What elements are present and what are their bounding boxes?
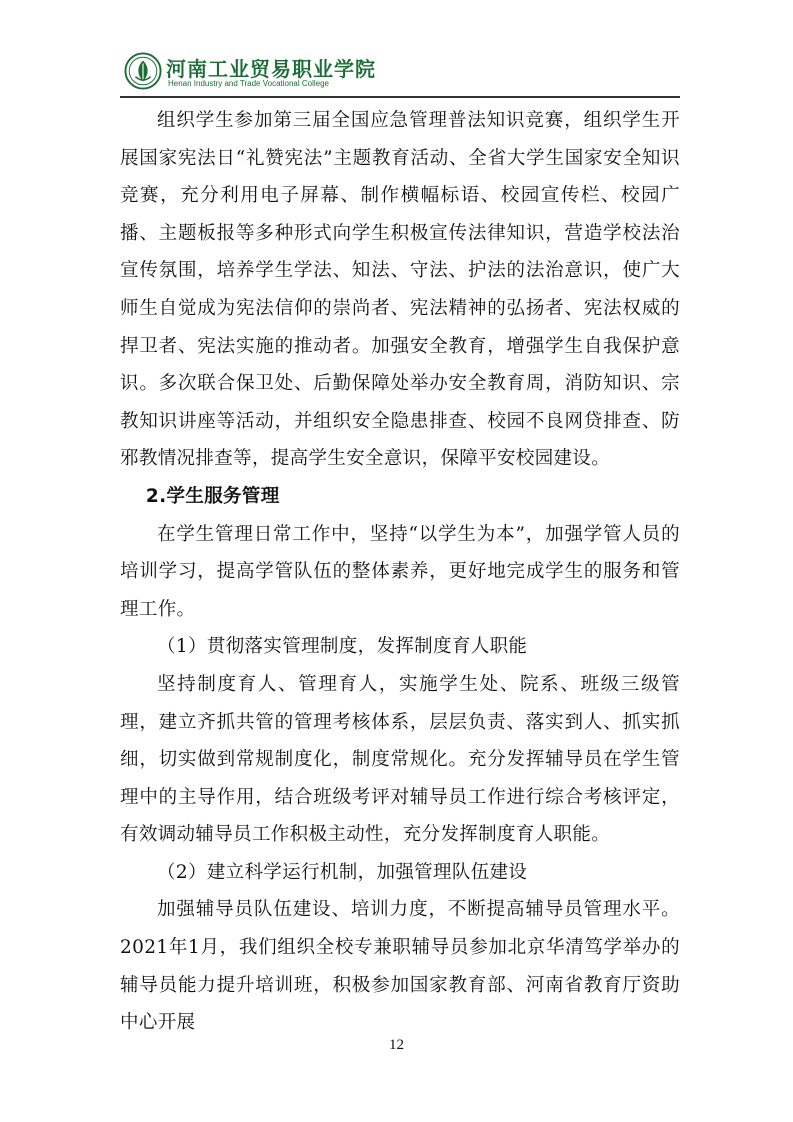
document-body	[120, 102, 680, 1042]
paragraph-management-system: 坚持制度育人、管理育人，实施学生处、院系、班级三级管理，建立齐抓共管的管理考核体系，层层负责、落实到人、抓实抓细，切实做到常规制度化，制度常规化。充分发挥辅导员在学生管理中的主导作用，结合班级考评对辅导员工作进行综合考核评定，有效调动辅导员工作积极主动性，充分发挥制度育人职能。	[120, 673, 680, 846]
header-divider	[120, 96, 680, 98]
paragraph-legal-safety-education: 组织学生参加第三届全国应急管理普法知识竞赛，组织学生开展国家宪法日“礼赞宪法”主题教育活动、全省大学生国家安全知识竞赛，充分利用电子屏幕、制作横幅标语、校园宣传栏、校园广播、主题板报等多种形式向学生积极宣传法律知识，营造学校法治宣传氛围，培养学生学法、知法、守法、护法的法治意识，使广大师生自觉成为宪法信仰的崇尚者、宪法精神的弘扬者、宪法权威的捍卫者、宪法实施的推动者。加强安全教育，增强学生自我保护意识。多次联合保卫处、后勤保障处举办安全教育周，消防知识、宗教知识讲座等活动，并组织安全隐患排查、校园不良网贷排查、防邪教情况排查等，提高学生安全意识，保障平安校园建设。	[120, 110, 680, 470]
subheading-management-system: （1）贯彻落实管理制度，发挥制度育人职能	[157, 636, 528, 658]
page-number: 12	[389, 1037, 404, 1053]
subheading-operating-mechanism: （2）建立科学运行机制，加强管理队伍建设	[157, 861, 528, 883]
page-header	[120, 48, 680, 96]
school-name-en: Henan Industry and Trade Vocational College	[168, 79, 329, 88]
school-name-cn: 河南工业贸易职业学院	[166, 57, 376, 81]
college-emblem-icon	[124, 52, 162, 90]
paragraph-student-service-intro: 在学生管理日常工作中，坚持“以学生为本”，加强学管人员的培训学习，提高学管队伍的整体素养，更好地完成学生的服务和管理工作。	[120, 523, 680, 620]
section-heading-student-service: 2.学生服务管理	[145, 485, 280, 507]
paragraph-counselor-training: 加强辅导员队伍建设、培训力度，不断提高辅导员管理水平。2021年1月，我们组织全校专兼职辅导员参加北京华清笃学举办的辅导员能力提升培训班，积极参加国家教育部、河南省教育厅资助中心开展	[120, 899, 680, 1034]
